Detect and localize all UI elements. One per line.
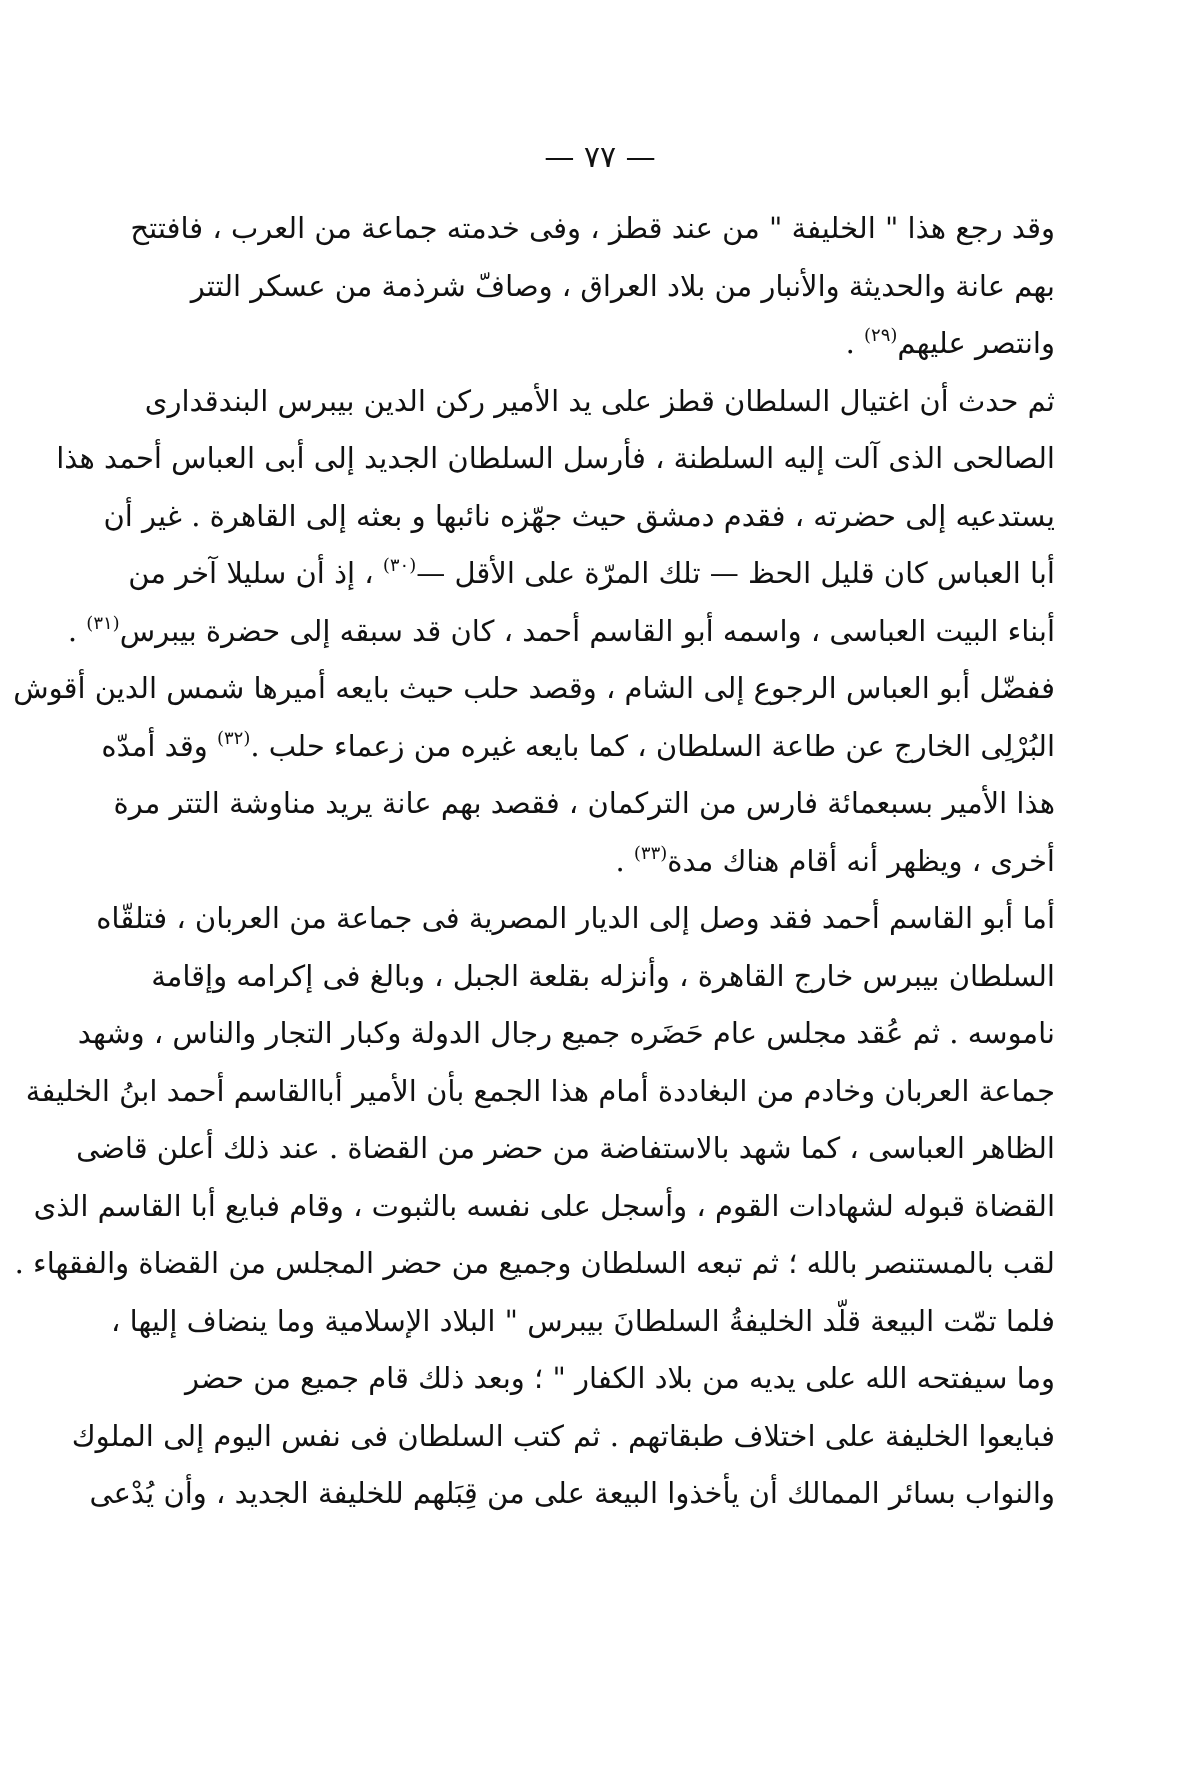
line-text: وما سيفتحه الله على يديه من بلاد الكفار " ؛ وبعد ذلك قام جميع من حضر [185,1361,1055,1395]
body-text [13,200,1055,1523]
line-text: هذا الأمير بسبعمائة فارس من التركمان ، فقصد بهم عانة يريد مناوشة التتر مرة [113,786,1055,820]
text-line [190,258,1055,316]
text-line [185,1350,1055,1408]
footnote-ref: (٣٣) [633,842,668,864]
line-text: القضاة قبوله لشهادات القوم ، وأسجل على نفسه بالثبوت ، وقام فبايع أبا القاسم الذى [33,1188,1055,1223]
text-line [14,1235,1055,1293]
line-text-tail: ، إذ أن سليلا آخر من [128,556,383,590]
text-line [13,660,1055,718]
line-text: فلما تمّت البيعة قلّد الخليفةُ السلطانَ بيبرس " البلاد الإسلامية وما ينضاف إليها ، [111,1303,1055,1338]
text-line [205,833,1055,891]
line-text-tail: . [845,326,865,360]
line-text: لقب بالمستنصر بالله ؛ ثم تبعه السلطان وجميع من حضر المجلس من القضاة والفقهاء . [14,1246,1055,1280]
line-text: والنواب بسائر الممالك أن يأخذوا البيعة على من قِبَلهم للخليفة الجديد ، وأن يُدْعى [89,1476,1055,1510]
text-line [25,1063,1055,1121]
footnote-ref: (٣٠) [382,555,417,576]
text-line [128,545,1055,603]
line-text: أبا العباس كان قليل الحظ — تلك المرّة على الأقل — [416,556,1055,590]
line-text-tail: . [615,843,634,878]
text-line [113,775,1055,833]
text-line [103,488,1055,546]
text-line [56,430,1055,488]
line-text: بهم عانة والحديثة والأنبار من بلاد العراق ، وصافّ شرذمة من عسكر التتر [190,268,1055,303]
text-line [76,1120,1055,1178]
line-text-tail: . [67,613,87,648]
line-text: أخرى ، ويظهر أنه أقام هناك مدة [667,843,1055,878]
text-line [96,890,1055,948]
line-text: ثم حدث أن اغتيال السلطان قطز على يد الأمير ركن الدين بيبرس البندقدارى [144,383,1055,418]
line-text: ففضّل أبو العباس الرجوع إلى الشام ، وقصد حلب حيث بايعه أميرها شمس الدين أقوش [13,671,1055,705]
text-line [151,948,1055,1006]
text-line [33,1178,1055,1236]
text-line [67,603,1055,661]
paragraph [130,200,1055,373]
text-line [205,315,1055,373]
text-line [101,718,1055,776]
text-line [77,1005,1055,1063]
paragraph [13,373,1055,891]
text-line [130,200,1055,258]
page-number: — ٧٧ — [544,140,656,175]
text-line [111,1293,1055,1351]
line-text: الصالحى الذى آلت إليه السلطنة ، فأرسل السلطان الجديد إلى أبى العباس أحمد هذا [56,441,1055,475]
line-text: أما أبو القاسم أحمد فقد وصل إلى الديار المصرية فى جماعة من العربان ، فتلقّاه [96,901,1055,935]
line-text: السلطان بيبرس خارج القاهرة ، وأنزله بقلعة الجبل ، وبالغ فى إكرامه وإقامة [151,958,1055,993]
line-text: وقد رجع هذا " الخليفة " من عند قطز ، وفى خدمته جماعة من العرب ، فافتتح [130,211,1055,245]
text-line [89,1465,1055,1523]
line-text: جماعة العربان وخادم من البغاددة أمام هذا الجمع بأن الأمير أباالقاسم أحمد ابنُ الخليفة [25,1073,1055,1108]
line-text: الظاهر العباسى ، كما شهد بالاستفاضة من حضر من القضاة . عند ذلك أعلن قاضى [76,1131,1055,1165]
footnote-ref: (٢٩) [864,325,898,346]
line-text: وانتصر عليهم [897,326,1055,360]
line-text: ناموسه . ثم عُقد مجلس عام حَضَره جميع رجال الدولة وكبار التجار والناس ، وشهد [77,1016,1055,1050]
line-text: أبناء البيت العباسى ، واسمه أبو القاسم أحمد ، كان قد سبقه إلى حضرة بيبرس [119,613,1055,648]
text-line [144,373,1055,431]
paragraph [14,890,1055,1523]
line-text-tail: وقد أمدّه [101,728,217,763]
footnote-ref: (٣٢) [216,727,251,749]
line-text: فبايعوا الخليفة على اختلاف طبقاتهم . ثم كتب السلطان فى نفس اليوم إلى الملوك [71,1418,1055,1453]
line-text: يستدعيه إلى حضرته ، فقدم دمشق حيث جهّزه نائبها و بعثه إلى القاهرة . غير أن [103,498,1055,533]
text-line [71,1408,1055,1466]
line-text: البُرْلِى الخارج عن طاعة السلطان ، كما بايعه غيره من زعماء حلب . [250,728,1055,763]
footnote-ref: (٣١) [86,612,120,634]
